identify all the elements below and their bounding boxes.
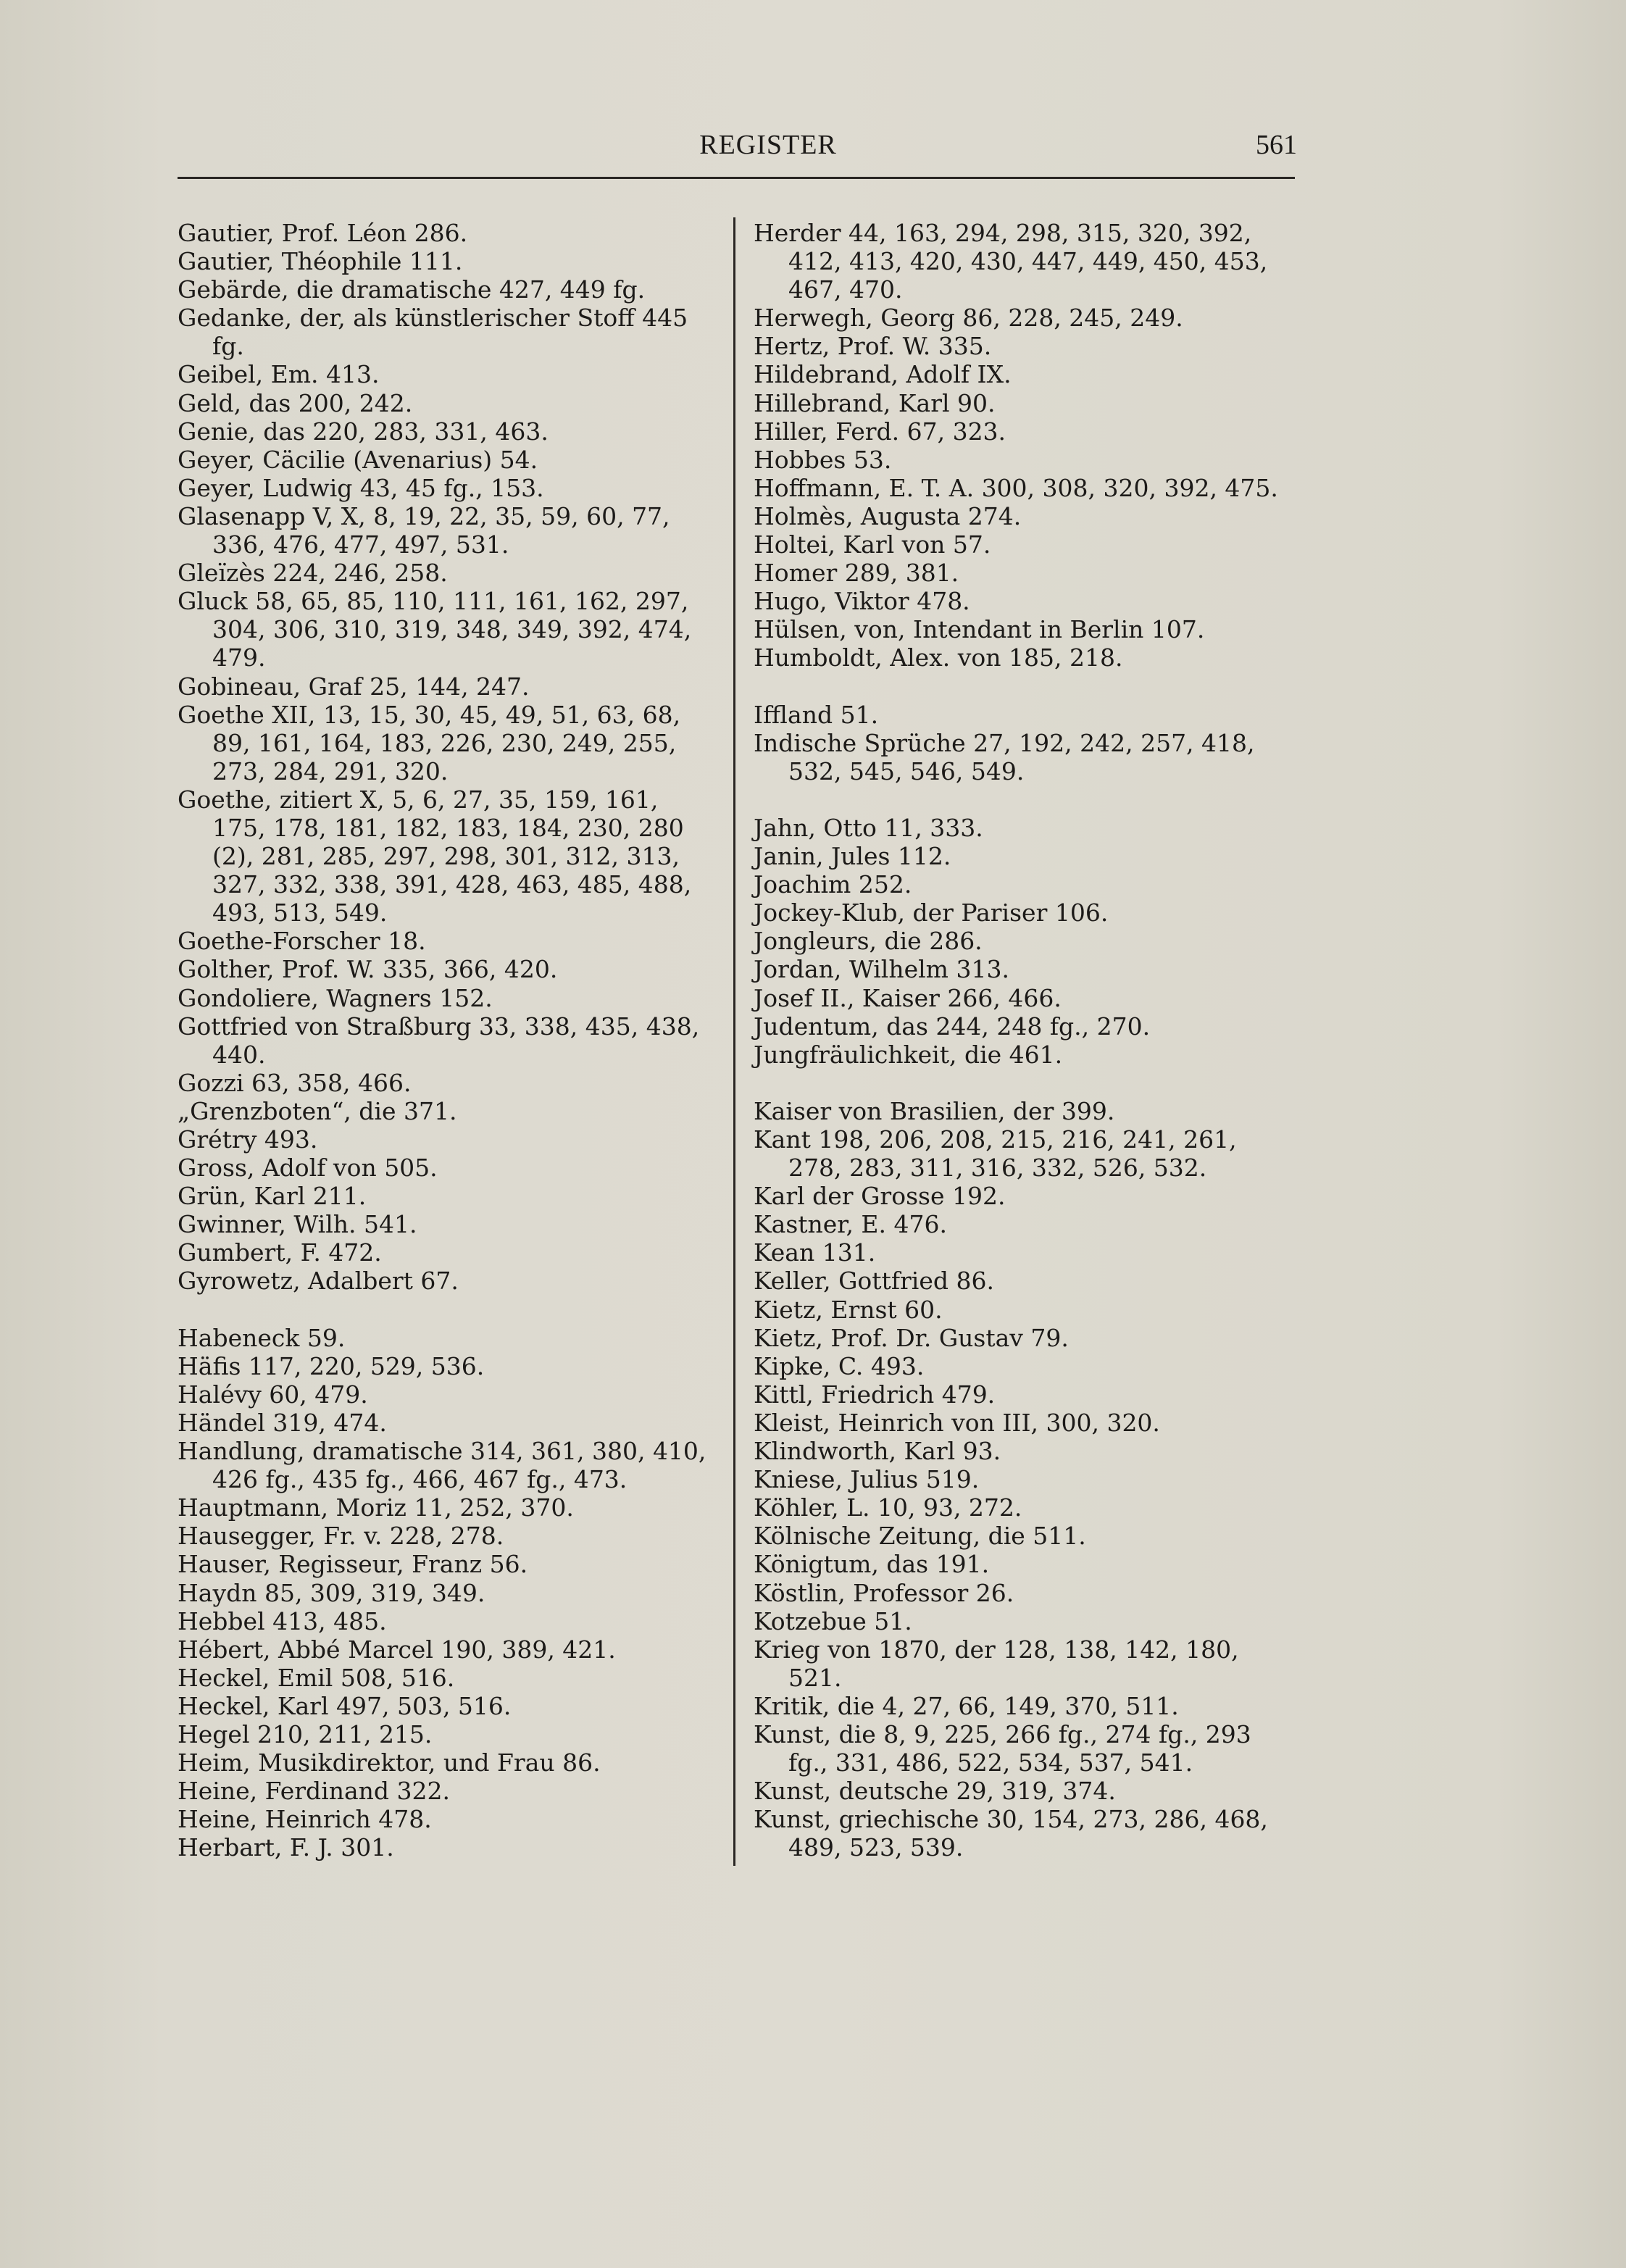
index-entry: Häfis 117, 220, 529, 536. bbox=[178, 1351, 485, 1380]
index-entry: Grétry 493. bbox=[178, 1125, 318, 1154]
index-entry: Kaiser von Brasilien, der 399. bbox=[754, 1096, 1115, 1125]
section-gap bbox=[754, 785, 1297, 814]
index-entry: Golther, Prof. W. 335, 366, 420. bbox=[178, 955, 558, 984]
index-entry: Gautier, Théophile 111. bbox=[178, 247, 463, 276]
index-entry: Kotzebue 51. bbox=[754, 1606, 912, 1635]
index-entry: Kietz, Prof. Dr. Gustav 79. bbox=[754, 1323, 1069, 1352]
section-gap bbox=[178, 1296, 714, 1324]
index-entry: Kunst, griechische 30, 154, 273, 286, 468, 489, 523, 539. bbox=[754, 1805, 1268, 1862]
index-entry: Josef II., Kaiser 266, 466. bbox=[754, 983, 1062, 1012]
index-entry: Gedanke, der, als künstlerischer Stoff 445 fg. bbox=[178, 304, 688, 361]
section-gap bbox=[754, 1069, 1297, 1097]
index-entry: „Grenzboten“, die 371. bbox=[178, 1096, 457, 1125]
index-entry: Handlung, dramatische 314, 361, 380, 410, 426 fg., 435 fg., 466, 467 fg., 473. bbox=[178, 1437, 706, 1494]
column-divider bbox=[733, 217, 735, 1866]
index-entry: Königtum, das 191. bbox=[754, 1550, 990, 1579]
index-entry: Gyrowetz, Adalbert 67. bbox=[178, 1267, 459, 1296]
index-entry: Janin, Jules 112. bbox=[754, 842, 951, 871]
index-entry: Hauptmann, Moriz 11, 252, 370. bbox=[178, 1493, 574, 1522]
index-entry: Jahn, Otto 11, 333. bbox=[754, 813, 983, 842]
index-entry: Goethe, zitiert X, 5, 6, 27, 35, 159, 161, 175, 178, 181, 182, 183, 184, 230, 280 (2), 281, 285, 297, 298, 301, 312, 313, 327, 332, 338, 391, 428, 463, 485, 488, 493, 513, 549. bbox=[178, 785, 692, 927]
index-entry: Krieg von 1870, der 128, 138, 142, 180, 521. bbox=[754, 1635, 1239, 1692]
index-entry: Indische Sprüche 27, 192, 242, 257, 418, 532, 545, 546, 549. bbox=[754, 728, 1255, 785]
page-number: 561 bbox=[1256, 130, 1297, 160]
index-entry: Hobbes 53. bbox=[754, 445, 892, 474]
index-entry: Gautier, Prof. Léon 286. bbox=[178, 219, 468, 247]
index-entry: Jongleurs, die 286. bbox=[754, 927, 983, 956]
index-entry: Kean 131. bbox=[754, 1238, 876, 1267]
index-entry: Halévy 60, 479. bbox=[178, 1380, 368, 1409]
index-entry: Kniese, Julius 519. bbox=[754, 1465, 980, 1494]
index-entry: Heckel, Karl 497, 503, 516. bbox=[178, 1691, 512, 1720]
header-rule bbox=[178, 177, 1295, 179]
index-entry: Köhler, L. 10, 93, 272. bbox=[754, 1493, 1022, 1522]
index-entry: Jockey-Klub, der Pariser 106. bbox=[754, 899, 1109, 927]
index-entry: Hauser, Regisseur, Franz 56. bbox=[178, 1550, 528, 1579]
index-entry: Hertz, Prof. W. 335. bbox=[754, 332, 992, 361]
index-entry: Heim, Musikdirektor, und Frau 86. bbox=[178, 1748, 601, 1777]
index-entry: Goethe XII, 13, 15, 30, 45, 49, 51, 63, 68, 89, 161, 164, 183, 226, 230, 249, 255, 273, 284, 291, 320. bbox=[178, 700, 681, 785]
index-entry: Gluck 58, 65, 85, 110, 111, 161, 162, 297, 304, 306, 310, 319, 348, 349, 392, 474, 479. bbox=[178, 587, 692, 672]
index-entry: Gottfried von Straßburg 33, 338, 435, 438, 440. bbox=[178, 1012, 700, 1069]
index-entry: Kölnische Zeitung, die 511. bbox=[754, 1522, 1086, 1551]
index-entry: Gross, Adolf von 505. bbox=[178, 1154, 438, 1183]
index-entry: Homer 289, 381. bbox=[754, 559, 959, 588]
index-entry: Herder 44, 163, 294, 298, 315, 320, 392, 412, 413, 420, 430, 447, 449, 450, 453, 467, 470. bbox=[754, 219, 1268, 304]
index-entry: Jordan, Wilhelm 313. bbox=[754, 955, 1009, 984]
index-entry: Gwinner, Wilh. 541. bbox=[178, 1210, 417, 1239]
index-entry: Genie, das 220, 283, 331, 463. bbox=[178, 417, 549, 446]
index-entry: Hebbel 413, 485. bbox=[178, 1606, 387, 1635]
index-entry: Judentum, das 244, 248 fg., 270. bbox=[754, 1012, 1151, 1041]
index-entry: Kunst, die 8, 9, 225, 266 fg., 274 fg., 293 fg., 331, 486, 522, 534, 537, 541. bbox=[754, 1719, 1251, 1777]
index-entry: Händel 319, 474. bbox=[178, 1408, 387, 1437]
index-entry: Kittl, Friedrich 479. bbox=[754, 1380, 996, 1409]
index-entry: Goethe-Forscher 18. bbox=[178, 927, 426, 956]
index-entry: Geyer, Cäcilie (Avenarius) 54. bbox=[178, 445, 538, 474]
index-entry: Jungfräulichkeit, die 461. bbox=[754, 1040, 1063, 1069]
index-entry: Gobineau, Graf 25, 144, 247. bbox=[178, 672, 530, 701]
index-entry: Herbart, F. J. 301. bbox=[178, 1833, 394, 1862]
section-gap bbox=[754, 672, 1297, 701]
index-entry: Gondoliere, Wagners 152. bbox=[178, 983, 493, 1012]
index-entry: Gumbert, F. 472. bbox=[178, 1238, 382, 1267]
index-entry: Hoffmann, E. T. A. 300, 308, 320, 392, 475. bbox=[754, 473, 1278, 502]
index-entry: Kunst, deutsche 29, 319, 374. bbox=[754, 1777, 1116, 1806]
index-entry: Glasenapp V, X, 8, 19, 22, 35, 59, 60, 77, 336, 476, 477, 497, 531. bbox=[178, 501, 670, 559]
index-entry: Grün, Karl 211. bbox=[178, 1182, 367, 1211]
index-entry: Hugo, Viktor 478. bbox=[754, 587, 970, 616]
index-entry: Hildebrand, Adolf IX. bbox=[754, 360, 1012, 389]
index-entry: Heine, Ferdinand 322. bbox=[178, 1777, 450, 1806]
index-entry: Habeneck 59. bbox=[178, 1323, 346, 1352]
index-entry: Hillebrand, Karl 90. bbox=[754, 388, 996, 417]
index-entry: Keller, Gottfried 86. bbox=[754, 1267, 994, 1296]
index-column-right bbox=[754, 219, 1297, 1861]
index-entry: Kietz, Ernst 60. bbox=[754, 1295, 943, 1324]
index-entry: Holtei, Karl von 57. bbox=[754, 530, 991, 559]
index-entry: Hébert, Abbé Marcel 190, 389, 421. bbox=[178, 1635, 616, 1664]
index-entry: Gleïzès 224, 246, 258. bbox=[178, 559, 448, 588]
index-entry: Geld, das 200, 242. bbox=[178, 388, 413, 417]
index-entry: Karl der Grosse 192. bbox=[754, 1182, 1006, 1211]
index-entry: Kastner, E. 476. bbox=[754, 1210, 947, 1239]
index-entry: Köstlin, Professor 26. bbox=[754, 1578, 1014, 1607]
index-entry: Herwegh, Georg 86, 228, 245, 249. bbox=[754, 304, 1183, 333]
index-entry: Kleist, Heinrich von III, 300, 320. bbox=[754, 1408, 1160, 1437]
index-entry: Kipke, C. 493. bbox=[754, 1351, 925, 1380]
index-entry: Holmès, Augusta 274. bbox=[754, 501, 1022, 530]
index-entry: Kant 198, 206, 208, 215, 216, 241, 261, 278, 283, 311, 316, 332, 526, 532. bbox=[754, 1125, 1237, 1183]
index-entry: Haydn 85, 309, 319, 349. bbox=[178, 1578, 485, 1607]
index-entry: Joachim 252. bbox=[754, 870, 912, 899]
index-entry: Heine, Heinrich 478. bbox=[178, 1805, 432, 1834]
index-entry: Klindworth, Karl 93. bbox=[754, 1437, 1001, 1466]
index-entry: Iffland 51. bbox=[754, 700, 879, 729]
index-entry: Kritik, die 4, 27, 66, 149, 370, 511. bbox=[754, 1691, 1179, 1720]
index-entry: Gebärde, die dramatische 427, 449 fg. bbox=[178, 275, 646, 304]
index-entry: Hiller, Ferd. 67, 323. bbox=[754, 417, 1006, 446]
index-entry: Heckel, Emil 508, 516. bbox=[178, 1663, 455, 1692]
index-entry: Hegel 210, 211, 215. bbox=[178, 1719, 433, 1748]
index-entry: Hausegger, Fr. v. 228, 278. bbox=[178, 1522, 504, 1551]
index-entry: Hülsen, von, Intendant in Berlin 107. bbox=[754, 615, 1205, 644]
index-entry: Humboldt, Alex. von 185, 218. bbox=[754, 643, 1123, 672]
index-entry: Geyer, Ludwig 43, 45 fg., 153. bbox=[178, 473, 544, 502]
index-entry: Gozzi 63, 358, 466. bbox=[178, 1068, 412, 1097]
running-header-title: REGISTER bbox=[699, 130, 837, 160]
index-column-left bbox=[178, 219, 714, 1861]
index-entry: Geibel, Em. 413. bbox=[178, 360, 380, 389]
